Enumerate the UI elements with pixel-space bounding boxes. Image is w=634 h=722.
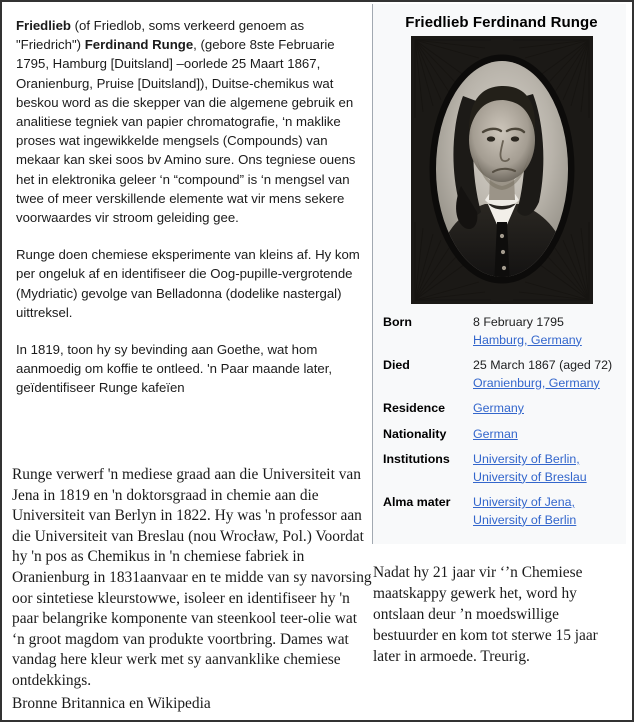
residence-link[interactable]: Germany xyxy=(473,401,524,415)
table-row xyxy=(383,313,620,356)
table-row xyxy=(383,425,620,451)
intro-paragraph xyxy=(16,16,364,227)
infobox-table xyxy=(383,313,620,536)
infobox-value-residence xyxy=(473,399,620,425)
subject-name-bold-second: Ferdinand Runge xyxy=(84,37,194,53)
subject-name-bold-first: Friedlieb xyxy=(16,18,71,33)
table-row xyxy=(383,493,620,536)
infobox-value-born xyxy=(473,313,620,356)
infobox-label-institutions: Institutions xyxy=(383,452,450,466)
alma-mater-link[interactable]: University of Jena, University of Berlin xyxy=(473,495,577,527)
died-place-link[interactable]: Oranienburg, Germany xyxy=(473,375,600,390)
infobox-label-born: Born xyxy=(383,315,412,329)
education-text-block xyxy=(12,465,372,714)
left-text-column xyxy=(16,16,364,416)
died-date: 25 March 1867 (aged 72) xyxy=(473,358,613,372)
portrait-container xyxy=(383,36,620,304)
infobox-value-nationality xyxy=(473,425,620,451)
education-paragraph: Runge verwerf 'n mediese graad aan die Universiteit van Jena in 1819 en 'n doktorsgraad in chemie aan die Universiteit van Berlyn in 1822. Hy was 'n professor aan die Universiteit van Breslau (nou Wrocław, Pol.) Voordat hy 'n pos as Chemikus in 'n chemiese fabriek in Oranienburg in 1831aanvaar en te midde van sy navorsing oor sintetiese kleurstowwe, isoleer en identifiseer hy 'n paar belangrike komponente van steenkool teer-olie wat ‘n groot magdom van produkte voortbring. Dames wat vandag here kleur werk met sy aanvanklike chemiese ontdekkings. xyxy=(12,466,372,689)
intro-text-part-1: (of Friedlob, soms verkeerd genoem as "Friedrich") xyxy=(16,18,305,53)
born-place-link[interactable]: Hamburg, Germany xyxy=(473,332,582,347)
infobox-value-institutions xyxy=(473,450,620,493)
infobox-inner xyxy=(373,4,626,544)
infobox-label-alma-mater[interactable]: Alma mater xyxy=(383,495,451,509)
portrait-engraving-svg xyxy=(411,36,593,304)
infobox-value-died xyxy=(473,356,620,399)
sources-line: Bronne Britannica en Wikipedia xyxy=(12,695,211,712)
infobox-label-died: Died xyxy=(383,358,410,372)
institutions-link[interactable]: University of Berlin, University of Breslau xyxy=(473,452,587,484)
portrait-image xyxy=(411,36,593,304)
infobox-value-alma-mater xyxy=(473,493,620,536)
born-date: 8 February 1795 xyxy=(473,315,564,329)
infobox xyxy=(372,4,626,544)
table-row xyxy=(383,356,620,399)
intro-text-part-2: , (gebore 8ste Februarie 1795, Hamburg [Duitsland] –oorlede 25 Maart 1867, Oranienburg, Pruise [Duitsland]), Duitse-chemikus wat beskou word as die skepper van die algemene gebruik en analitiese tegniek van papier chromatografie, ‘n maklike proses wat ingewikkelde mengsels (Compounds) van mekaar kan skei soos bv Amino sure. Ons tegniese ouens het in elektronika geleer ‘n “compound” is ‘n mengsel van twee of meer verskillende elemente wat vir mens sekere voorwaardes vir stroom geleiding gee. xyxy=(16,37,356,226)
infobox-title: Friedlieb Ferdinand Runge xyxy=(405,14,598,31)
table-row xyxy=(383,450,620,493)
experiments-paragraph: Runge doen chemiese eksperimente van kleins af. Hy kom per ongeluk af en identifiseer die Oog-pupille-vergrotende (Mydriatic) gevolge van Belladonna (dodelike nastergal) uittreksel. xyxy=(16,247,360,320)
closing-paragraph: Nadat hy 21 jaar vir ‘’n Chemiese maatskappy gewerk het, word hy ontslaan deur ’n moedswillige bestuurder en kom tot sterwe 15 jaar later in armoede. Treurig. xyxy=(373,564,598,665)
goethe-paragraph: In 1819, toon hy sy bevinding aan Goethe, wat hom aanmoedig om koffie te ontleed. 'n Paar maande later, geïdentifiseer Runge kafeïen xyxy=(16,342,333,396)
infobox-label-residence: Residence xyxy=(383,401,445,415)
infobox-label-nationality: Nationality xyxy=(383,426,447,441)
nationality-link[interactable]: German xyxy=(473,426,518,441)
table-row xyxy=(383,399,620,425)
